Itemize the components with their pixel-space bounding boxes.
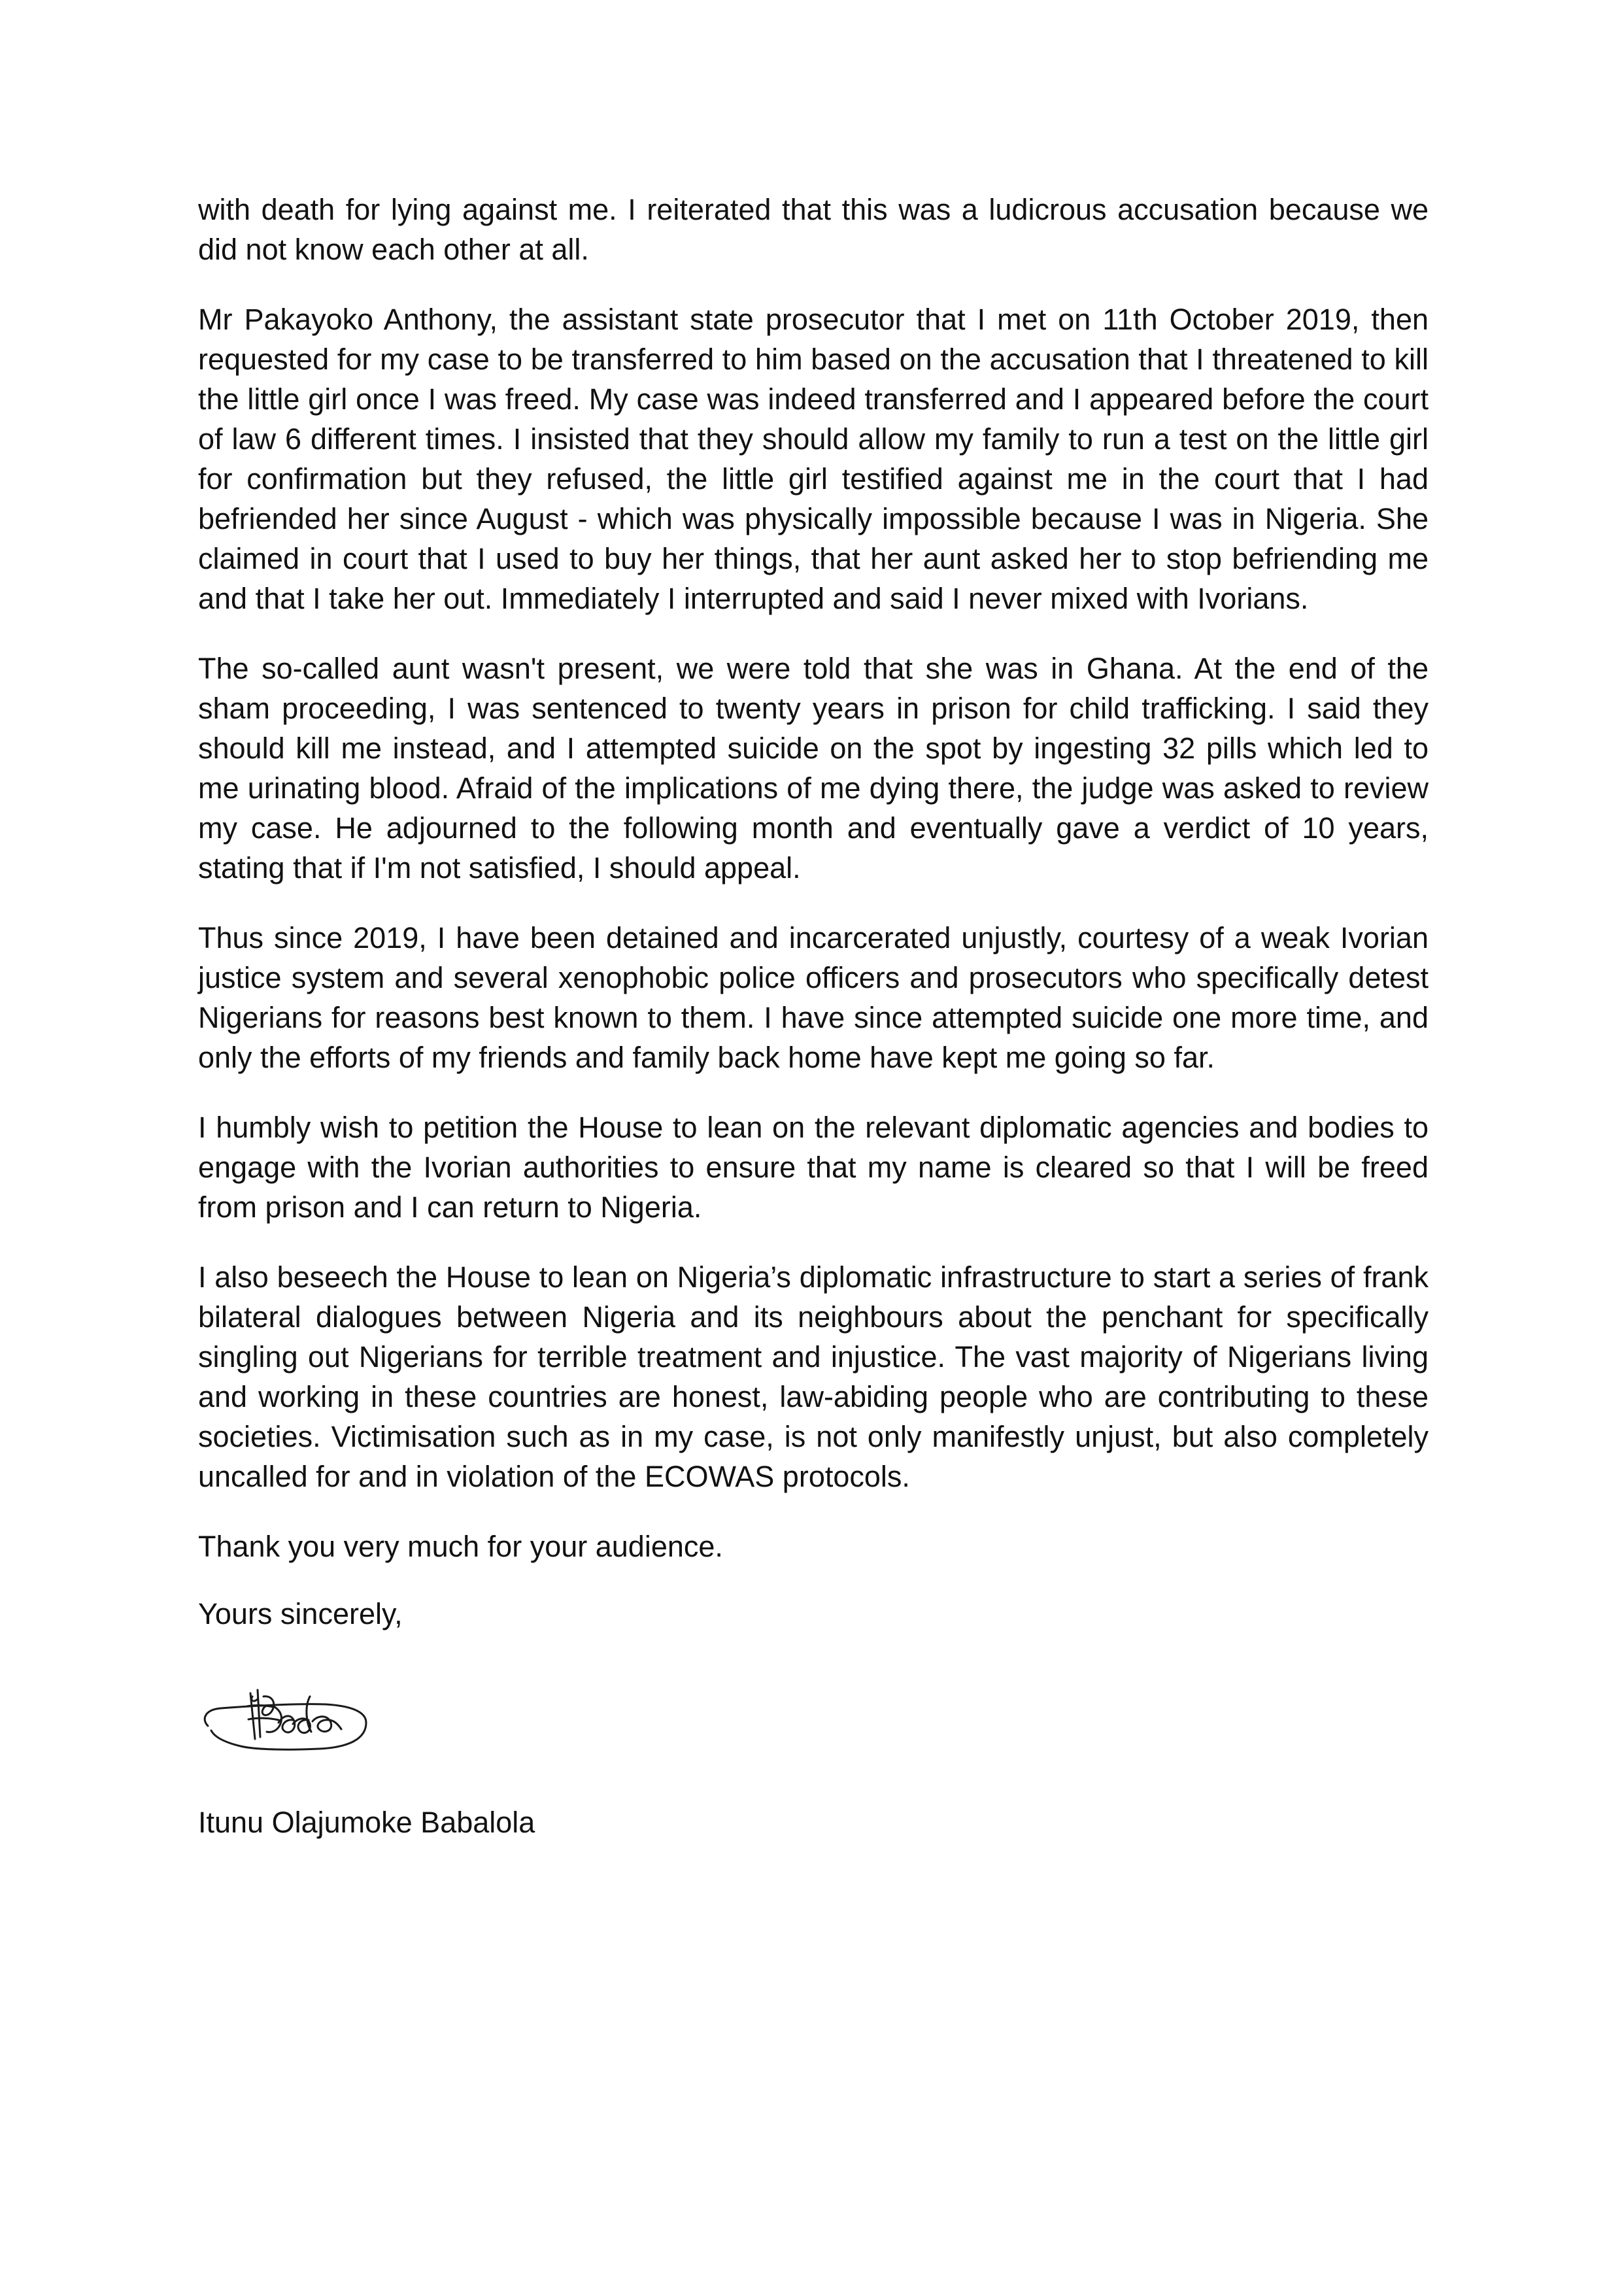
valediction: Yours sincerely, xyxy=(198,1597,403,1630)
handwritten-signature xyxy=(195,1657,371,1762)
paragraph-1: with death for lying against me. I reiterated that this was a ludicrous accusation because we did not know each other at all. xyxy=(198,193,1429,266)
letter-body xyxy=(198,190,1429,1661)
paragraph-6: I also beseech the House to lean on Nigeria’s diplomatic infrastructure to start a series of frank bilateral dialogues between Nigeria and its neighbours about the penchant for specifically singling out Nigerians for terrible treatment and injustice. The vast majority of Nigerians living and working in these countries are honest, law-abiding people who are contributing to these societies. Victimisation such as in my case, is not only manifestly unjust, but also completely uncalled for and in violation of the ECOWAS protocols. xyxy=(198,1260,1429,1493)
paragraph-3: The so-called aunt wasn't present, we were told that she was in Ghana. At the end of the sham proceeding, I was sentenced to twenty years in prison for child trafficking. I said they should kill me instead, and I attempted suicide on the spot by ingesting 32 pills which led to me urinating blood. Afraid of the implications of me dying there, the judge was asked to review my case. He adjourned to the following month and eventually gave a verdict of 10 years, stating that if I'm not satisfied, I should appeal. xyxy=(198,652,1429,885)
thanks-line: Thank you very much for your audience. xyxy=(198,1530,723,1563)
paragraph-2: Mr Pakayoko Anthony, the assistant state prosecutor that I met on 11th October 2019, then requested for my case to be transferred to him based on the accusation that I threatened to kill the little girl once I was freed. My case was indeed transferred and I appeared before the court of law 6 different times. I insisted that they should allow my family to run a test on the little girl for confirmation but they refused, the little girl testified against me in the court that I had befriended her since August - which was physically impossible because I was in Nigeria. She claimed in court that I used to buy her things, that her aunt asked her to stop befriending me and that I take her out. Immediately I interrupted and said I never mixed with Ivorians. xyxy=(198,303,1429,615)
paragraph-5: I humbly wish to petition the House to lean on the relevant diplomatic agencies and bodies to engage with the Ivorian authorities to ensure that my name is cleared so that I will be freed from prison and I can return to Nigeria. xyxy=(198,1111,1429,1224)
paragraph-4: Thus since 2019, I have been detained and incarcerated unjustly, courtesy of a weak Ivorian justice system and several xenophobic police officers and prosecutors who specifically detest Nigerians for reasons best known to them. I have since attempted suicide one more time, and only the efforts of my friends and family back home have kept me going so far. xyxy=(198,921,1429,1074)
signatory-name: Itunu Olajumoke Babalola xyxy=(198,1806,535,1839)
